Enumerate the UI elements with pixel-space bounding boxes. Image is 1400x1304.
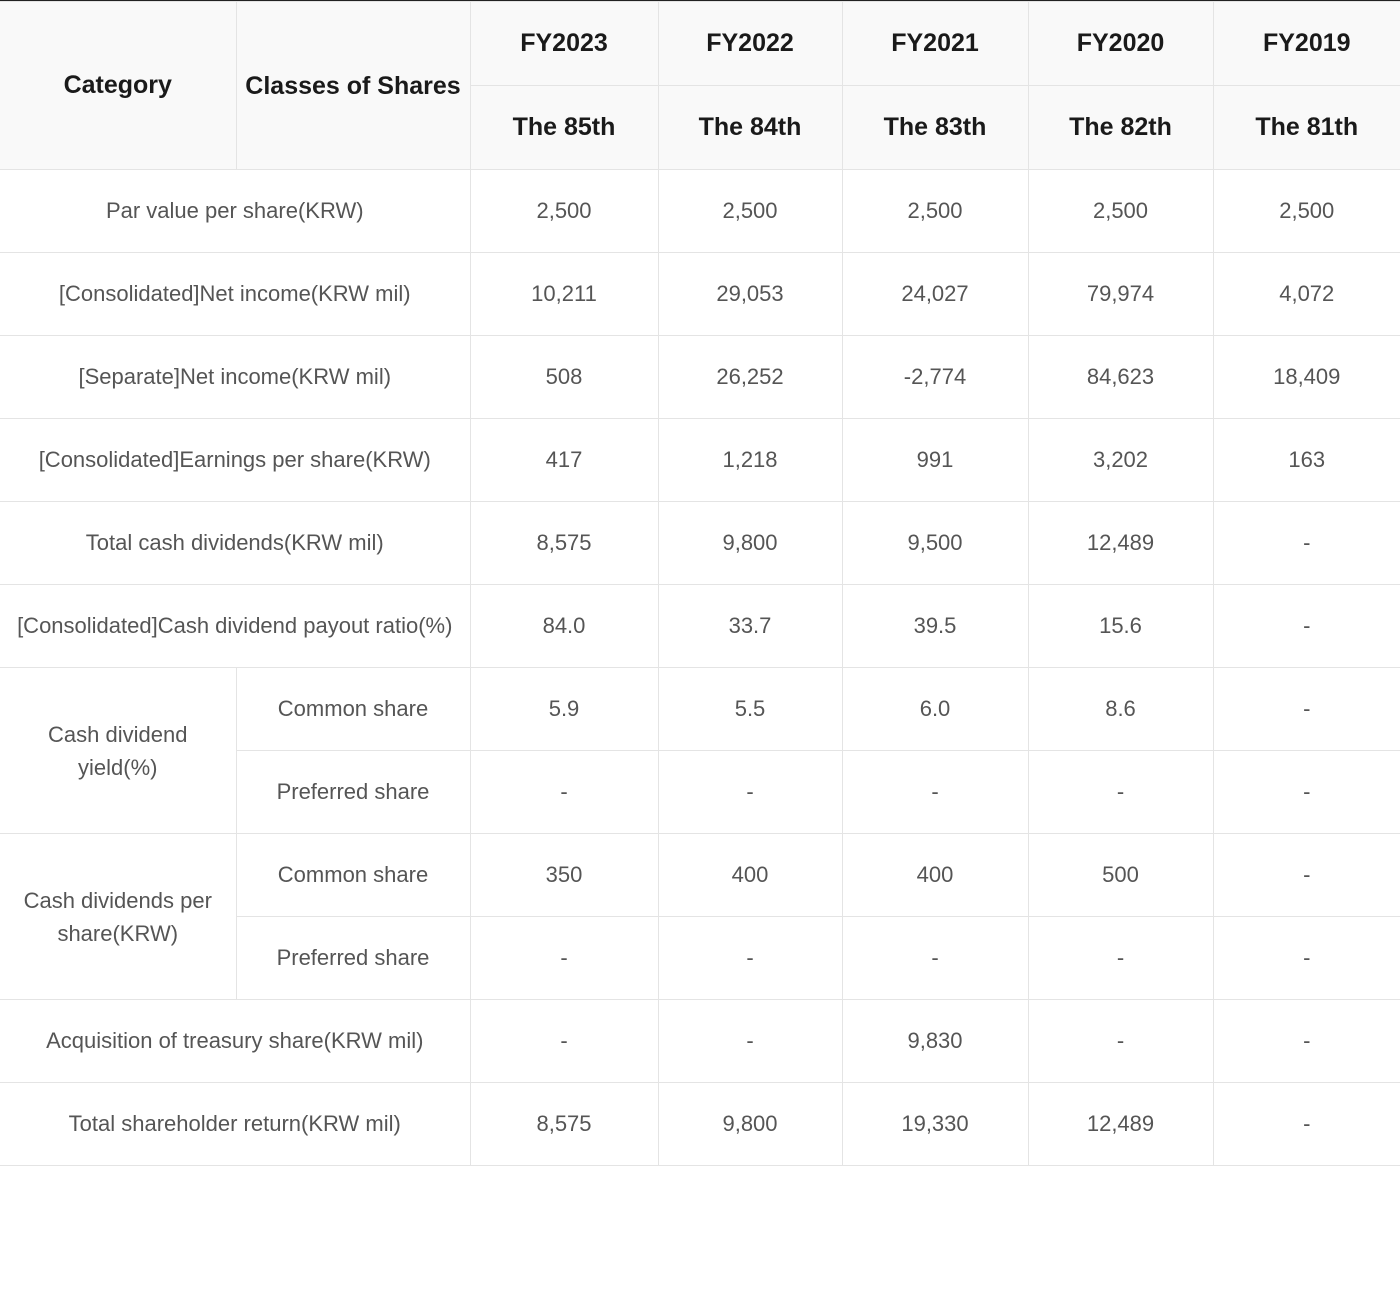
table-cell: - xyxy=(1028,751,1213,834)
table-header xyxy=(0,2,1400,170)
table-cell: 3,202 xyxy=(1028,419,1213,502)
table-row-separate-net-income xyxy=(0,336,1400,419)
table-cell: 1,218 xyxy=(658,419,842,502)
header-term: The 83th xyxy=(842,86,1028,170)
row-label: [Consolidated]Cash dividend payout ratio(%) xyxy=(0,585,470,668)
table-cell: 9,830 xyxy=(842,1000,1028,1083)
table-cell: 10,211 xyxy=(470,253,658,336)
header-category: Category xyxy=(0,2,236,170)
row-label: Total cash dividends(KRW mil) xyxy=(0,502,470,585)
table-cell: 24,027 xyxy=(842,253,1028,336)
header-year: FY2023 xyxy=(470,2,658,86)
header-term: The 85th xyxy=(470,86,658,170)
table-cell: 8,575 xyxy=(470,1083,658,1166)
table-cell: 400 xyxy=(842,834,1028,917)
row-label: [Consolidated]Earnings per share(KRW) xyxy=(0,419,470,502)
table-cell: 29,053 xyxy=(658,253,842,336)
table-cell: 2,500 xyxy=(1028,170,1213,253)
shareholder-return-table xyxy=(0,1,1400,1166)
table-cell: - xyxy=(1213,1000,1400,1083)
table-cell: 2,500 xyxy=(1213,170,1400,253)
table-row-payout-ratio xyxy=(0,585,1400,668)
table-cell: 991 xyxy=(842,419,1028,502)
header-classes-of-shares: Classes of Shares xyxy=(236,2,470,170)
header-year: FY2022 xyxy=(658,2,842,86)
table-cell: - xyxy=(1028,1000,1213,1083)
table-row-treasury-share xyxy=(0,1000,1400,1083)
table-cell: - xyxy=(842,917,1028,1000)
table-row-total-cash-dividends xyxy=(0,502,1400,585)
table-cell: - xyxy=(470,1000,658,1083)
table-cell: 5.5 xyxy=(658,668,842,751)
table-cell: - xyxy=(1213,585,1400,668)
table-cell: 5.9 xyxy=(470,668,658,751)
header-year: FY2020 xyxy=(1028,2,1213,86)
row-label: Acquisition of treasury share(KRW mil) xyxy=(0,1000,470,1083)
share-class-label: Preferred share xyxy=(236,751,470,834)
row-label: Par value per share(KRW) xyxy=(0,170,470,253)
row-label: [Separate]Net income(KRW mil) xyxy=(0,336,470,419)
table-cell: - xyxy=(1213,834,1400,917)
table-cell: - xyxy=(1213,668,1400,751)
table-cell: 500 xyxy=(1028,834,1213,917)
table-cell: - xyxy=(470,751,658,834)
table-row-total-shareholder-return xyxy=(0,1083,1400,1166)
table-cell: - xyxy=(1213,502,1400,585)
table-row-consolidated-net-income xyxy=(0,253,1400,336)
header-year: FY2021 xyxy=(842,2,1028,86)
header-term: The 82th xyxy=(1028,86,1213,170)
table-cell: 400 xyxy=(658,834,842,917)
header-term: The 81th xyxy=(1213,86,1400,170)
table-cell: 26,252 xyxy=(658,336,842,419)
table-cell: 508 xyxy=(470,336,658,419)
table-cell: 4,072 xyxy=(1213,253,1400,336)
table-cell: 33.7 xyxy=(658,585,842,668)
table-cell: 79,974 xyxy=(1028,253,1213,336)
table-cell: 2,500 xyxy=(658,170,842,253)
table-cell: 12,489 xyxy=(1028,502,1213,585)
table-row-par-value xyxy=(0,170,1400,253)
header-year: FY2019 xyxy=(1213,2,1400,86)
table-cell: 19,330 xyxy=(842,1083,1028,1166)
table-cell: 2,500 xyxy=(842,170,1028,253)
table-cell: 15.6 xyxy=(1028,585,1213,668)
header-term: The 84th xyxy=(658,86,842,170)
share-class-label: Common share xyxy=(236,668,470,751)
table-cell: 8,575 xyxy=(470,502,658,585)
table-body xyxy=(0,170,1400,1166)
table-cell: 9,800 xyxy=(658,1083,842,1166)
table-cell: - xyxy=(1028,917,1213,1000)
row-label: [Consolidated]Net income(KRW mil) xyxy=(0,253,470,336)
table-cell: 163 xyxy=(1213,419,1400,502)
share-class-label: Preferred share xyxy=(236,917,470,1000)
table-cell: 350 xyxy=(470,834,658,917)
table-cell: - xyxy=(658,751,842,834)
share-class-label: Common share xyxy=(236,834,470,917)
table-cell: 84,623 xyxy=(1028,336,1213,419)
row-label: Total shareholder return(KRW mil) xyxy=(0,1083,470,1166)
table-cell: - xyxy=(842,751,1028,834)
table-cell: 39.5 xyxy=(842,585,1028,668)
group-label-dividend-yield: Cash dividend yield(%) xyxy=(0,668,236,834)
table-row-consolidated-eps xyxy=(0,419,1400,502)
table-cell: 18,409 xyxy=(1213,336,1400,419)
group-label-dividends-per-share: Cash dividends per share(KRW) xyxy=(0,834,236,1000)
table-row-div-yield-common xyxy=(0,668,1400,751)
table-cell: 9,800 xyxy=(658,502,842,585)
table-row-dps-common xyxy=(0,834,1400,917)
table-cell: - xyxy=(658,917,842,1000)
table-cell: 8.6 xyxy=(1028,668,1213,751)
table-cell: 6.0 xyxy=(842,668,1028,751)
table-cell: - xyxy=(470,917,658,1000)
header-year-row xyxy=(0,2,1400,86)
table-cell: 84.0 xyxy=(470,585,658,668)
table-cell: - xyxy=(658,1000,842,1083)
table-cell: 417 xyxy=(470,419,658,502)
table-cell: 9,500 xyxy=(842,502,1028,585)
table-cell: 2,500 xyxy=(470,170,658,253)
table-cell: -2,774 xyxy=(842,336,1028,419)
table-cell: - xyxy=(1213,917,1400,1000)
table-cell: - xyxy=(1213,1083,1400,1166)
table-cell: - xyxy=(1213,751,1400,834)
table-cell: 12,489 xyxy=(1028,1083,1213,1166)
